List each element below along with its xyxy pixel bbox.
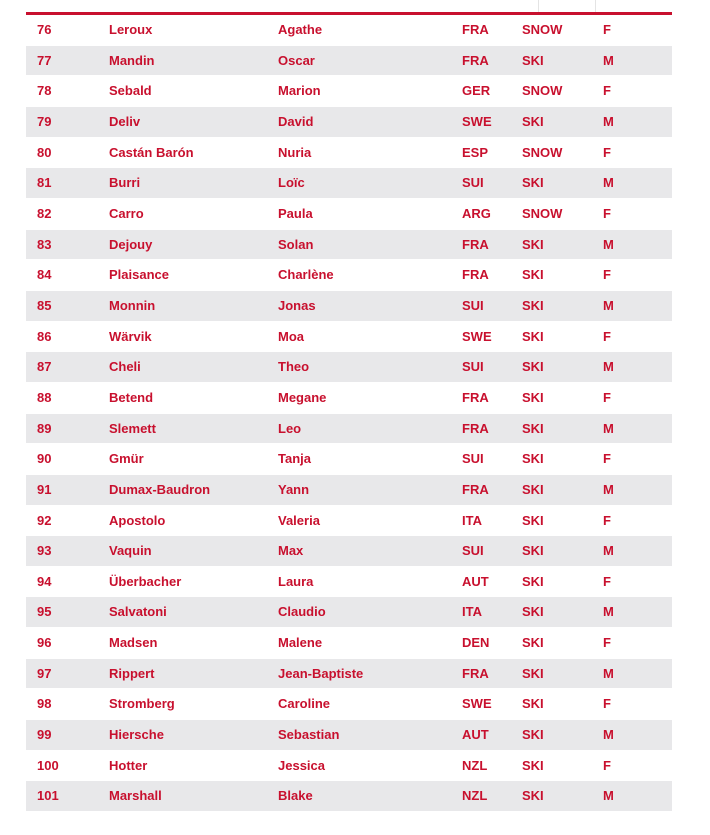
discipline-cell: SKI xyxy=(522,328,544,344)
nation-cell: FRA xyxy=(462,481,489,497)
discipline-cell: SKI xyxy=(522,543,544,559)
table-row xyxy=(26,230,672,261)
last-name-cell: Plaisance xyxy=(109,267,169,283)
last-name-cell: Vaquin xyxy=(109,543,152,559)
nation-cell: SWE xyxy=(462,113,492,129)
row-number: 90 xyxy=(37,451,52,467)
nation-cell: ESP xyxy=(462,144,489,160)
discipline-cell: SKI xyxy=(522,52,544,68)
table-row xyxy=(26,199,672,230)
gender-cell: M xyxy=(603,665,614,681)
row-number: 92 xyxy=(37,512,52,528)
nation-cell: SUI xyxy=(462,359,484,375)
nation-cell: FRA xyxy=(462,236,489,252)
last-name-cell: Hotter xyxy=(109,757,148,773)
first-name-cell: Moa xyxy=(278,328,304,344)
discipline-cell: SKI xyxy=(522,113,544,129)
nation-cell: SUI xyxy=(462,451,484,467)
row-number: 85 xyxy=(37,297,52,313)
first-name-cell: Megane xyxy=(278,389,327,405)
gender-cell: F xyxy=(603,451,611,467)
nation-cell: FRA xyxy=(462,420,489,436)
last-name-cell: Leroux xyxy=(109,22,153,37)
first-name-cell: Nuria xyxy=(278,144,312,160)
table-row xyxy=(26,46,672,77)
row-number: 96 xyxy=(37,635,52,651)
nation-cell: NZL xyxy=(462,757,488,773)
gender-cell: F xyxy=(603,512,611,528)
nation-cell: FRA xyxy=(462,665,489,681)
discipline-cell: SKI xyxy=(522,451,544,467)
discipline-cell: SKI xyxy=(522,665,544,681)
nation-cell: FRA xyxy=(462,267,489,283)
gender-cell: F xyxy=(603,144,611,160)
nation-cell: ITA xyxy=(462,604,482,620)
nation-cell: SWE xyxy=(462,696,492,712)
gender-cell: F xyxy=(603,757,611,773)
table-row xyxy=(26,506,672,537)
last-name-cell: Apostolo xyxy=(109,512,166,528)
nation-cell: FRA xyxy=(462,52,489,68)
table-row xyxy=(26,720,672,751)
last-name-cell: Dumax-Baudron xyxy=(109,481,211,497)
nation-cell: ITA xyxy=(462,512,482,528)
nation-cell: AUT xyxy=(462,573,489,589)
nation-cell: SUI xyxy=(462,175,484,191)
discipline-cell: SKI xyxy=(522,635,544,651)
first-name-cell: Charlène xyxy=(278,267,334,283)
first-name-cell: Yann xyxy=(278,481,310,497)
discipline-cell: SKI xyxy=(522,359,544,375)
row-number: 87 xyxy=(37,359,52,375)
nation-cell: AUT xyxy=(462,727,489,743)
row-number: 83 xyxy=(37,236,52,252)
gender-cell: M xyxy=(603,359,614,375)
last-name-cell: Dejouy xyxy=(109,236,153,252)
gender-cell: M xyxy=(603,175,614,191)
first-name-cell: Oscar xyxy=(278,52,315,68)
first-name-cell: Caroline xyxy=(278,696,331,712)
table-row xyxy=(26,414,672,445)
discipline-cell: SNOW xyxy=(522,22,563,37)
gender-cell: M xyxy=(603,543,614,559)
gender-cell: M xyxy=(603,481,614,497)
row-number: 99 xyxy=(37,727,52,743)
nation-cell: SWE xyxy=(462,328,492,344)
last-name-cell: Mandin xyxy=(109,52,155,68)
last-name-cell: Salvatoni xyxy=(109,604,167,620)
discipline-cell: SKI xyxy=(522,757,544,773)
last-name-cell: Marshall xyxy=(109,788,162,804)
table-row xyxy=(26,107,672,138)
gender-cell: M xyxy=(603,297,614,313)
gender-cell: M xyxy=(603,788,614,804)
last-name-cell: Deliv xyxy=(109,113,141,129)
gender-cell: F xyxy=(603,267,611,283)
discipline-cell: SKI xyxy=(522,788,544,804)
header-divider xyxy=(595,0,596,12)
discipline-cell: SNOW xyxy=(522,144,563,160)
row-number: 95 xyxy=(37,604,52,620)
first-name-cell: David xyxy=(278,113,314,129)
last-name-cell: Slemett xyxy=(109,420,156,436)
table-row xyxy=(26,291,672,322)
gender-cell: M xyxy=(603,420,614,436)
table-row xyxy=(26,444,672,475)
gender-cell: M xyxy=(603,727,614,743)
row-number: 86 xyxy=(37,328,52,344)
row-number: 88 xyxy=(37,389,52,405)
gender-cell: F xyxy=(603,22,611,37)
last-name-cell: Wärvik xyxy=(109,328,152,344)
results-table xyxy=(26,15,672,812)
last-name-cell: Rippert xyxy=(109,665,155,681)
table-row xyxy=(26,76,672,107)
header-divider xyxy=(538,0,539,12)
row-number: 84 xyxy=(37,267,52,283)
row-number: 80 xyxy=(37,144,52,160)
discipline-cell: SKI xyxy=(522,512,544,528)
table-row xyxy=(26,567,672,598)
table-row xyxy=(26,597,672,628)
first-name-cell: Jean-Baptiste xyxy=(278,665,364,681)
nation-cell: GER xyxy=(462,83,491,99)
last-name-cell: Cheli xyxy=(109,359,141,375)
first-name-cell: Paula xyxy=(278,205,313,221)
nation-cell: SUI xyxy=(462,297,484,313)
table-row xyxy=(26,751,672,782)
nation-cell: SUI xyxy=(462,543,484,559)
row-number: 81 xyxy=(37,175,52,191)
table-row xyxy=(26,781,672,812)
first-name-cell: Marion xyxy=(278,83,321,99)
first-name-cell: Tanja xyxy=(278,451,311,467)
nation-cell: ARG xyxy=(462,205,491,221)
first-name-cell: Theo xyxy=(278,359,310,375)
table-row xyxy=(26,15,672,46)
table-row xyxy=(26,475,672,506)
last-name-cell: Betend xyxy=(109,389,154,405)
first-name-cell: Agathe xyxy=(278,22,323,37)
discipline-cell: SKI xyxy=(522,727,544,743)
row-number: 101 xyxy=(37,788,59,804)
last-name-cell: Hiersche xyxy=(109,727,164,743)
first-name-cell: Blake xyxy=(278,788,313,804)
discipline-cell: SKI xyxy=(522,297,544,313)
table-row xyxy=(26,352,672,383)
first-name-cell: Loïc xyxy=(278,175,305,191)
table-row xyxy=(26,659,672,690)
discipline-cell: SKI xyxy=(522,420,544,436)
nation-cell: DEN xyxy=(462,635,490,651)
nation-cell: FRA xyxy=(462,389,489,405)
discipline-cell: SKI xyxy=(522,481,544,497)
first-name-cell: Sebastian xyxy=(278,727,340,743)
discipline-cell: SKI xyxy=(522,696,544,712)
row-number: 98 xyxy=(37,696,52,712)
last-name-cell: Gmür xyxy=(109,451,144,467)
gender-cell: M xyxy=(603,52,614,68)
discipline-cell: SKI xyxy=(522,236,544,252)
first-name-cell: Jonas xyxy=(278,297,316,313)
first-name-cell: Malene xyxy=(278,635,323,651)
gender-cell: F xyxy=(603,635,611,651)
discipline-cell: SNOW xyxy=(522,205,563,221)
first-name-cell: Jessica xyxy=(278,757,325,773)
gender-cell: M xyxy=(603,236,614,252)
row-number: 91 xyxy=(37,481,52,497)
nation-cell: NZL xyxy=(462,788,488,804)
last-name-cell: Sebald xyxy=(109,83,152,99)
table-row xyxy=(26,168,672,199)
last-name-cell: Carro xyxy=(109,205,144,221)
first-name-cell: Max xyxy=(278,543,304,559)
last-name-cell: Stromberg xyxy=(109,696,175,712)
table-row xyxy=(26,628,672,659)
gender-cell: F xyxy=(603,696,611,712)
table-row xyxy=(26,260,672,291)
gender-cell: F xyxy=(603,83,611,99)
gender-cell: F xyxy=(603,389,611,405)
gender-cell: M xyxy=(603,604,614,620)
table-row xyxy=(26,536,672,567)
gender-cell: F xyxy=(603,205,611,221)
row-number: 97 xyxy=(37,665,52,681)
nation-cell: FRA xyxy=(462,22,489,37)
last-name-cell: Überbacher xyxy=(109,573,182,589)
first-name-cell: Claudio xyxy=(278,604,326,620)
first-name-cell: Valeria xyxy=(278,512,320,528)
row-number: 82 xyxy=(37,205,52,221)
row-number: 77 xyxy=(37,52,52,68)
row-number: 76 xyxy=(37,22,52,37)
last-name-cell: Monnin xyxy=(109,297,156,313)
last-name-cell: Burri xyxy=(109,175,141,191)
gender-cell: F xyxy=(603,573,611,589)
discipline-cell: SKI xyxy=(522,604,544,620)
table-row xyxy=(26,138,672,169)
row-number: 100 xyxy=(37,757,59,773)
last-name-cell: Castán Barón xyxy=(109,144,194,160)
row-number: 79 xyxy=(37,113,52,129)
discipline-cell: SKI xyxy=(522,175,544,191)
first-name-cell: Leo xyxy=(278,420,302,436)
table-row xyxy=(26,383,672,414)
first-name-cell: Laura xyxy=(278,573,314,589)
discipline-cell: SKI xyxy=(522,267,544,283)
discipline-cell: SKI xyxy=(522,573,544,589)
discipline-cell: SKI xyxy=(522,389,544,405)
row-number: 94 xyxy=(37,573,52,589)
row-number: 89 xyxy=(37,420,52,436)
gender-cell: M xyxy=(603,113,614,129)
table-row xyxy=(26,322,672,353)
gender-cell: F xyxy=(603,328,611,344)
last-name-cell: Madsen xyxy=(109,635,158,651)
table-row xyxy=(26,689,672,720)
row-number: 78 xyxy=(37,83,52,99)
first-name-cell: Solan xyxy=(278,236,314,252)
row-number: 93 xyxy=(37,543,52,559)
discipline-cell: SNOW xyxy=(522,83,563,99)
